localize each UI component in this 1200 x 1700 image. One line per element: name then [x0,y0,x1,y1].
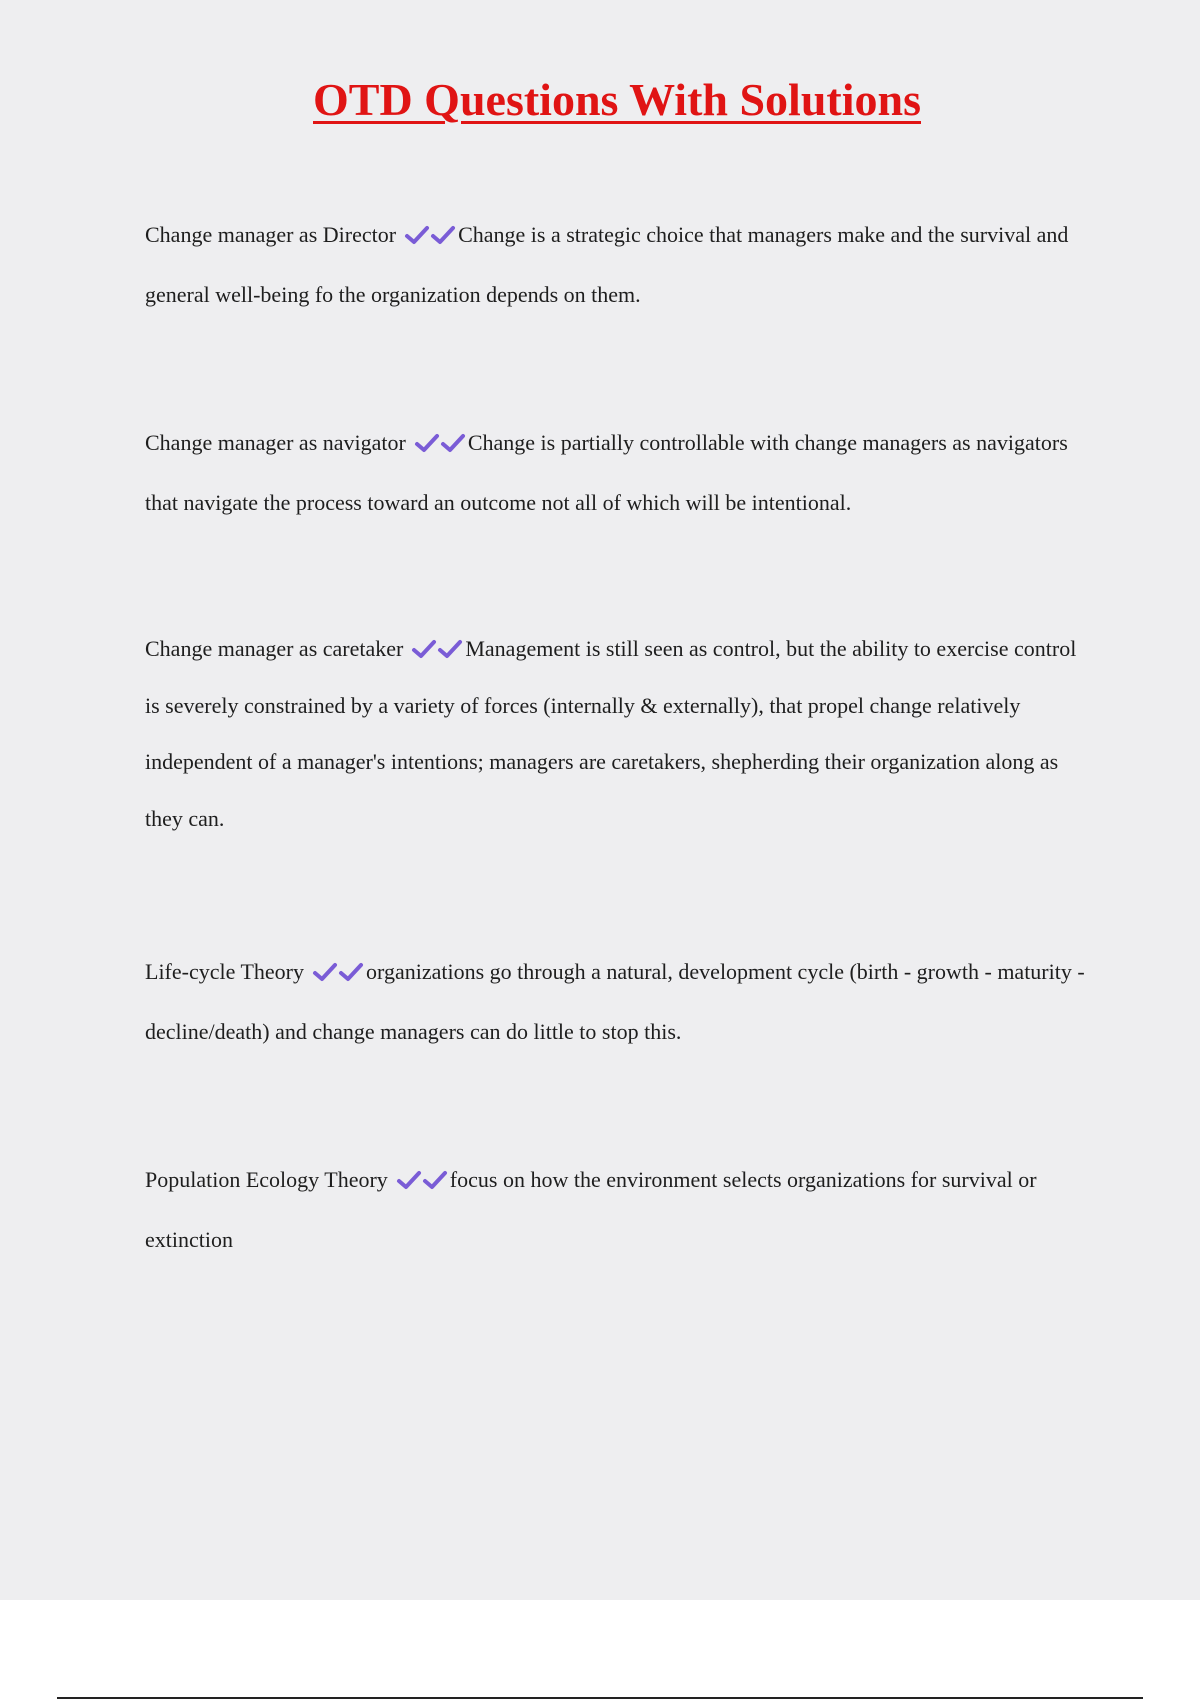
check-icon [396,1170,422,1190]
check-icon [338,962,364,982]
qa-entry [145,413,1095,533]
check-icon [422,1170,448,1190]
qa-entry [145,1150,1095,1270]
footer-rule [57,1697,1143,1699]
double-check-marks [404,222,456,247]
check-icon [312,962,338,982]
check-icon [414,433,440,453]
qa-entry [145,621,1095,847]
entry-term: Life-cycle Theory [145,959,305,984]
check-icon [404,225,430,245]
entry-definition: Change is a strategic choice that managers make and the survival and general well-being fo the organization depends on them. [145,222,1069,307]
check-icon [437,639,463,659]
double-check-marks [396,1167,448,1192]
entry-term: Change manager as Director [145,222,397,247]
double-check-marks [414,430,466,455]
document-title: OTD Questions With Solutions [313,74,921,125]
entry-term: Change manager as navigator [145,430,406,455]
entry-definition: organizations go through a natural, development cycle (birth - growth - maturity - decline/death) and change managers can do little to stop this. [145,959,1085,1044]
entry-definition: Management is still seen as control, but the ability to exercise control is severely constrained by a variety of forces (internally & externally), that propel change relatively independent of a manager's intentions; managers are caretakers, shepherding their organization along as they can. [145,636,1077,831]
double-check-marks [411,636,463,661]
entry-term: Change manager as caretaker [145,636,404,661]
check-icon [411,639,437,659]
qa-entry [145,942,1095,1062]
check-icon [440,433,466,453]
check-icon [430,225,456,245]
entry-definition: focus on how the environment selects organizations for survival or extinction [145,1167,1037,1252]
entry-term: Population Ecology Theory [145,1167,388,1192]
double-check-marks [312,959,364,984]
entry-definition: Change is partially controllable with change managers as navigators that navigate the process toward an outcome not all of which will be intentional. [145,430,1068,515]
qa-entry [145,205,1095,325]
